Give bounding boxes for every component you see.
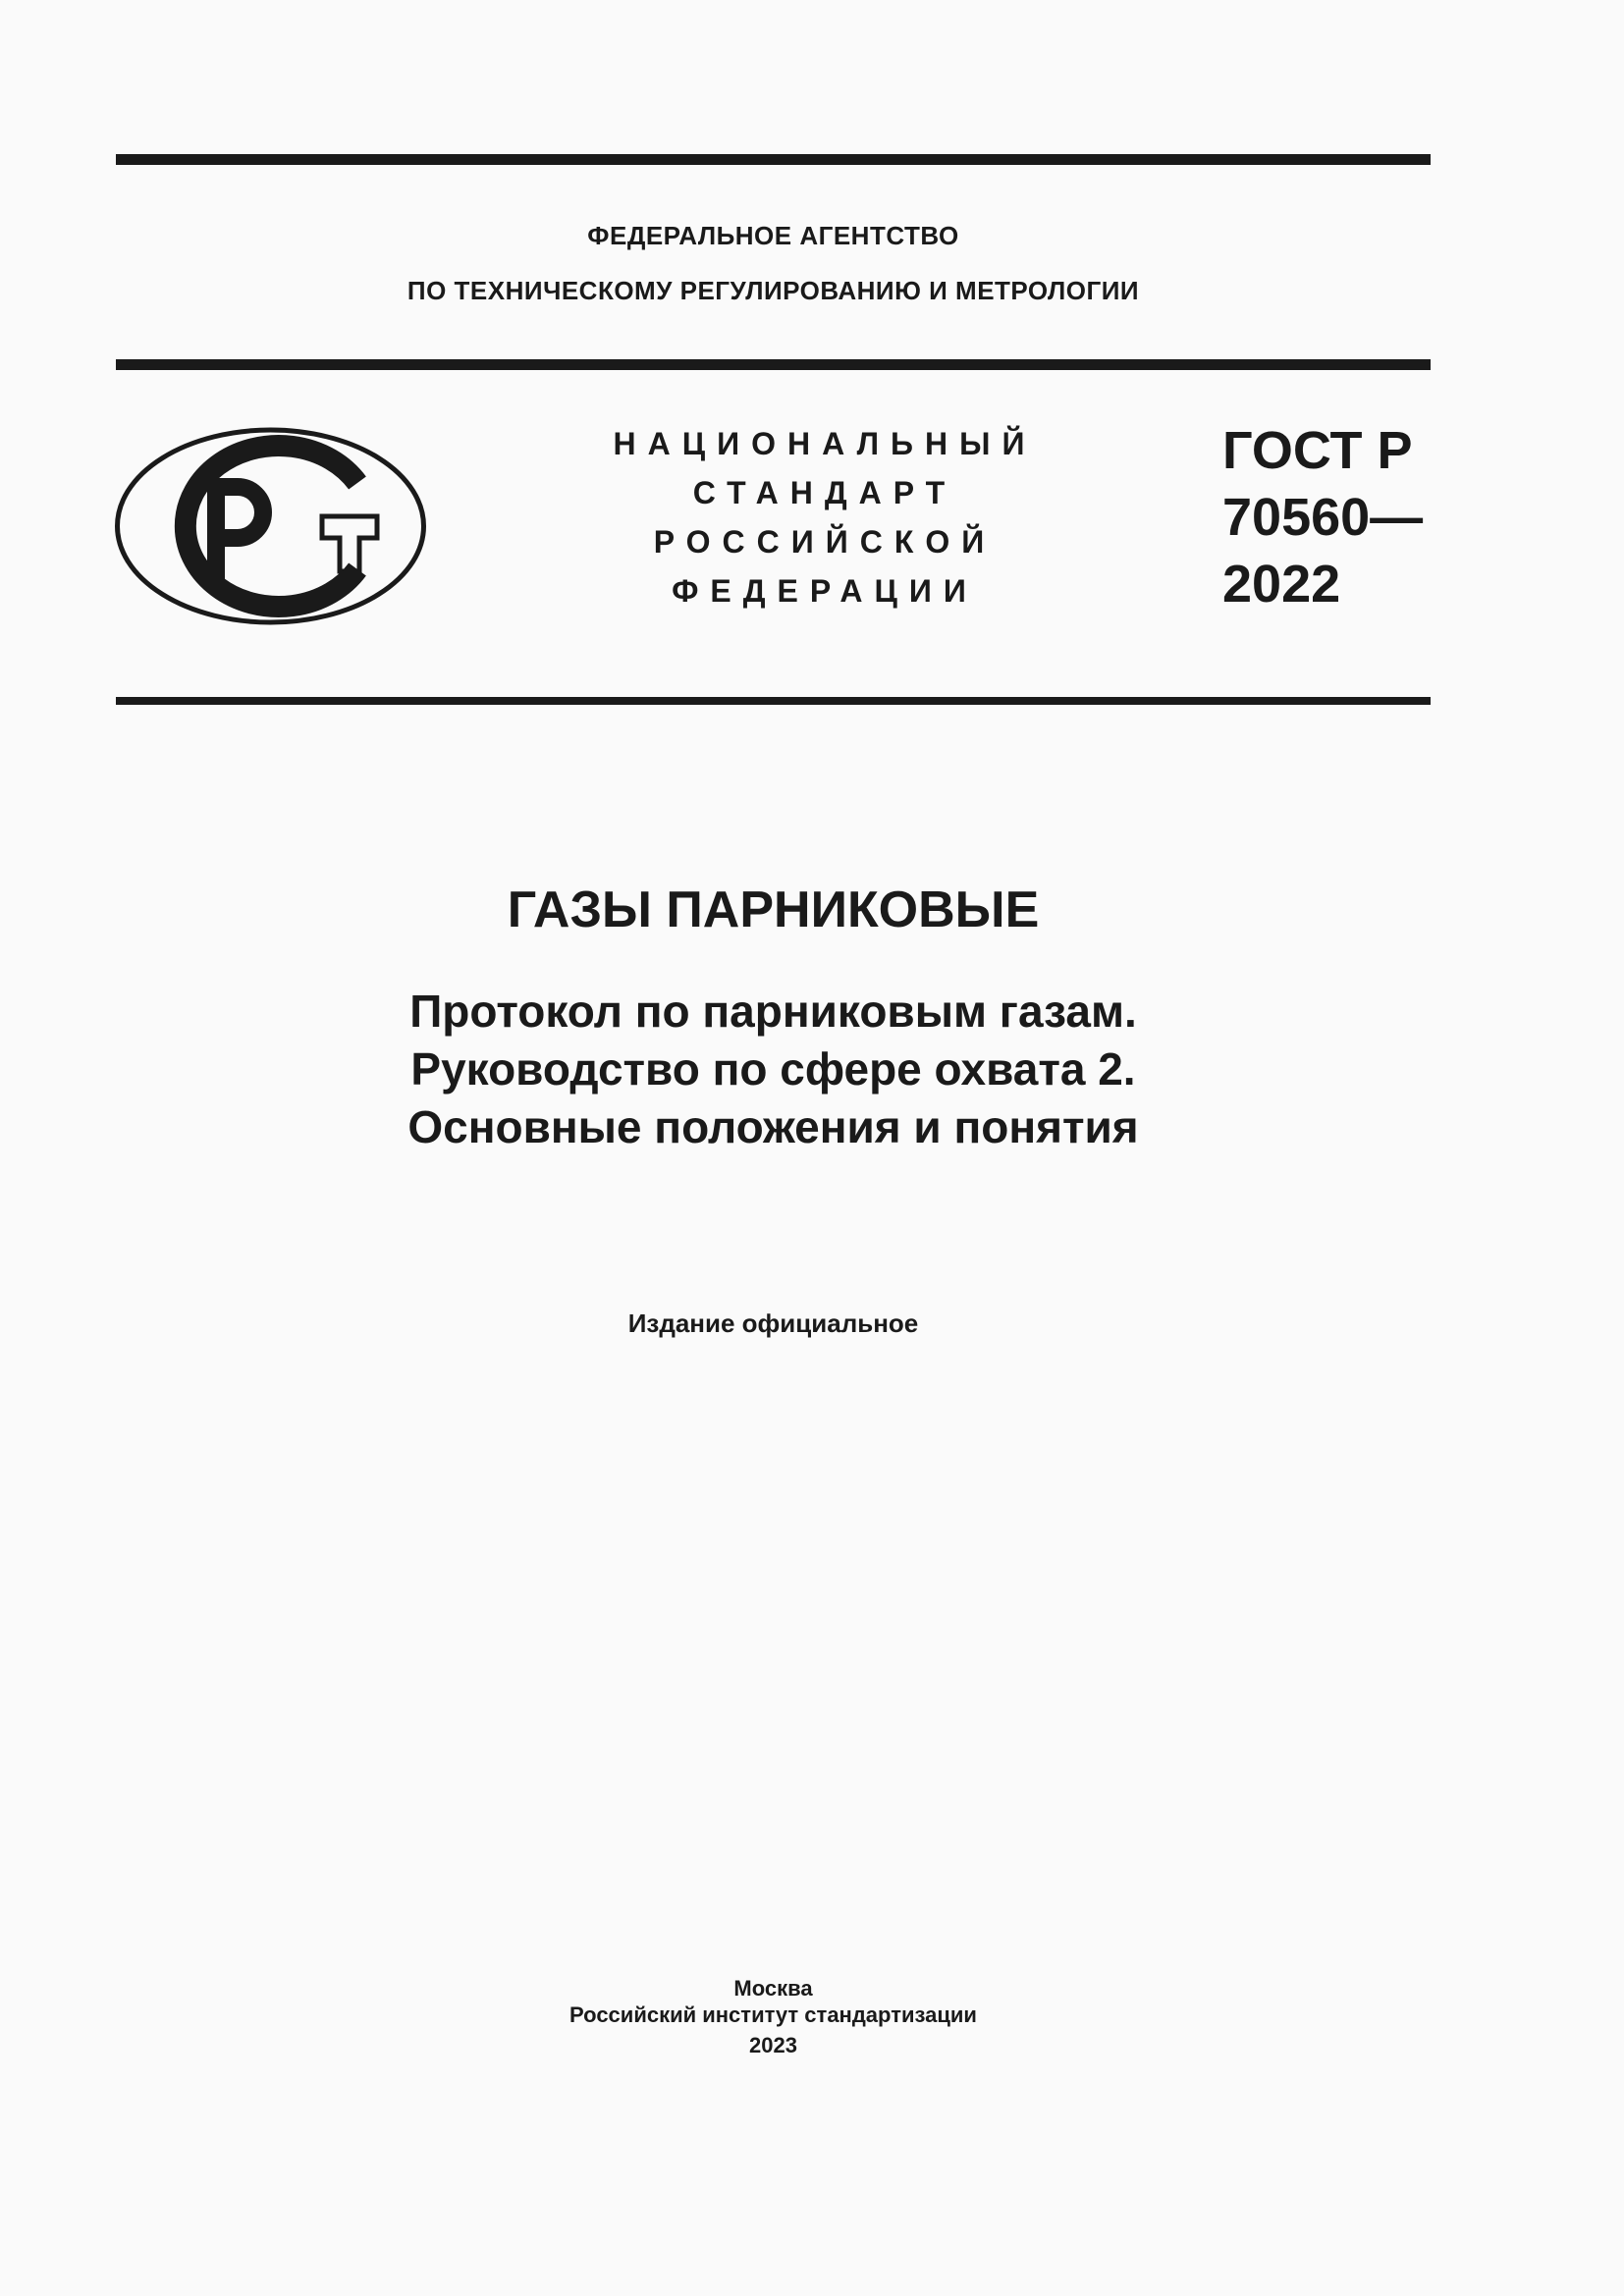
document-subtitle-line-1: Протокол по парниковым газам. <box>409 986 1137 1037</box>
document-subtitle-line-2: Руководство по сфере охвата 2. <box>410 1043 1136 1095</box>
standard-number-line-3: 2022 <box>1222 555 1341 614</box>
standard-number-line-1: ГОСТ Р <box>1222 421 1413 480</box>
top-rule <box>116 154 1431 165</box>
imprint-year: 2023 <box>749 2033 797 2057</box>
agency-name-line-2: ПО ТЕХНИЧЕСКОМУ РЕГУЛИРОВАНИЮ И МЕТРОЛОГИИ <box>406 276 1140 305</box>
standard-type-line-1: НАЦИОНАЛЬНЫЙ <box>613 426 1037 461</box>
document-title: ГАЗЫ ПАРНИКОВЫЕ <box>507 881 1040 938</box>
standard-type-line-3: РОССИЙСКОЙ <box>653 524 997 560</box>
document-subtitle-line-3: Основные положения и понятия <box>407 1101 1139 1152</box>
standard-type-line-4: ФЕДЕРАЦИИ <box>672 573 978 609</box>
agency-name-line-1: ФЕДЕРАЛЬНОЕ АГЕНТСТВО <box>587 221 959 250</box>
title-block-divider-rule <box>116 697 1431 705</box>
header-divider-rule <box>116 359 1431 370</box>
rst-certification-mark-icon <box>114 426 427 626</box>
imprint-city: Москва <box>733 1976 813 2001</box>
imprint-publisher: Российский институт стандартизации <box>569 2002 977 2027</box>
standard-number-line-2: 70560— <box>1222 488 1424 547</box>
standard-type-line-2: СТАНДАРТ <box>692 475 957 510</box>
edition-note: Издание официальное <box>627 1308 919 1338</box>
